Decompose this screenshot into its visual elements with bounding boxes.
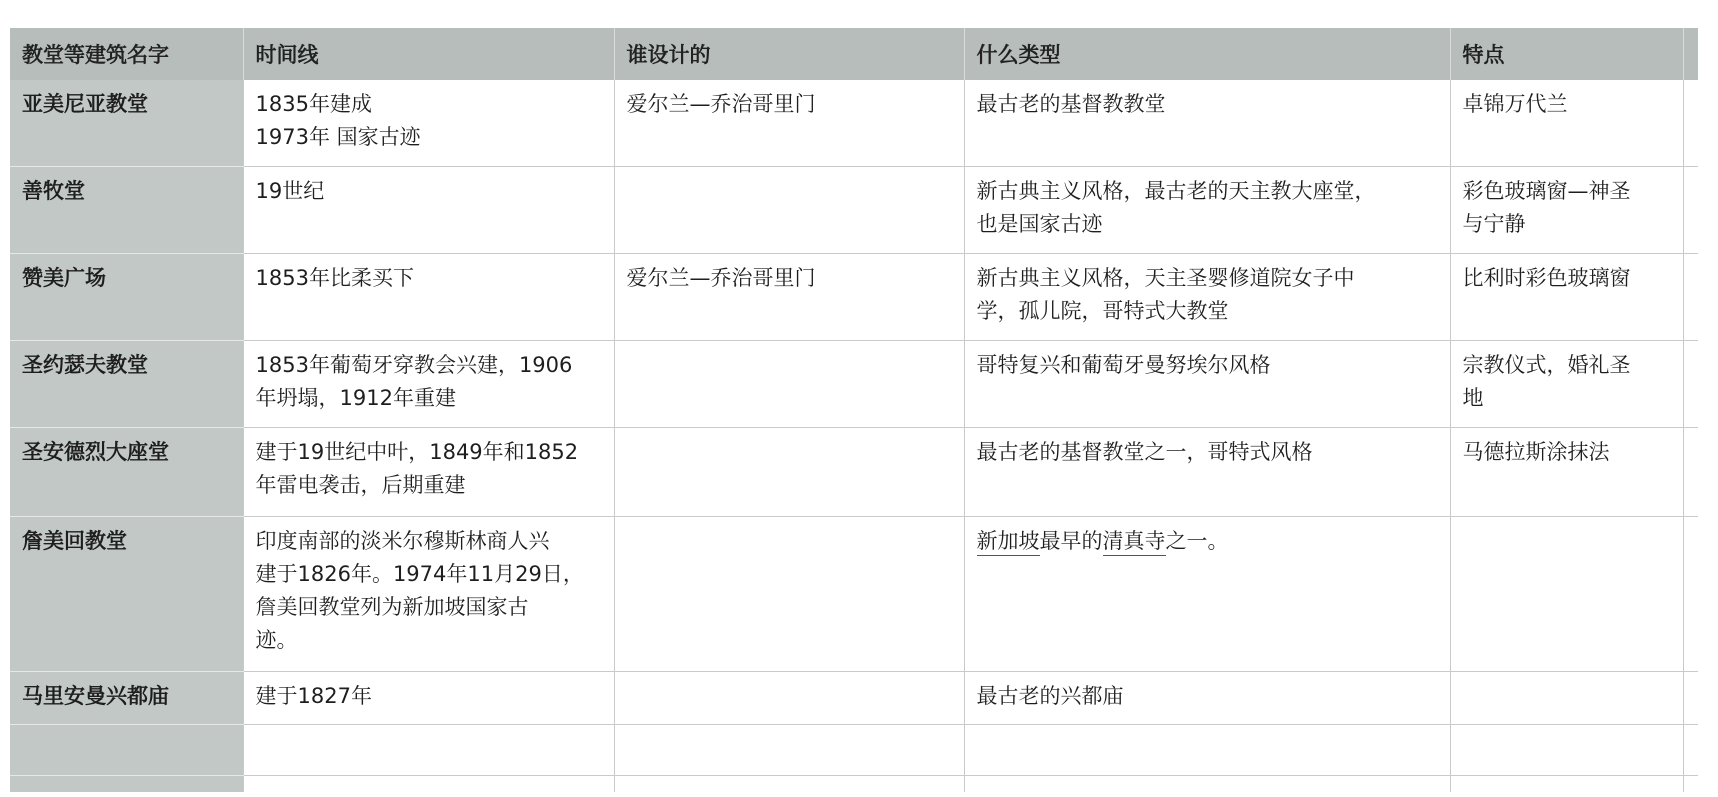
- cell-timeline[interactable]: [243, 725, 614, 776]
- cell-extra: [1683, 725, 1698, 776]
- table-row: [10, 254, 1698, 341]
- cell-name[interactable]: [10, 725, 243, 776]
- cell-line: 迹。: [255, 628, 298, 652]
- cell-name[interactable]: 圣安德烈大座堂: [10, 428, 243, 517]
- cell-designer[interactable]: [614, 167, 964, 254]
- cell-extra: [1683, 672, 1698, 725]
- cell-extra: [1683, 80, 1698, 167]
- cell-line: 与宁静: [1462, 212, 1526, 236]
- table-row: [10, 517, 1698, 672]
- cell-line: 最古老的基督教教堂: [976, 92, 1166, 116]
- cell-designer[interactable]: [614, 672, 964, 725]
- cell-extra: [1683, 341, 1698, 428]
- cell-line: 最古老的兴都庙: [976, 684, 1124, 708]
- spreadsheet: [10, 28, 1698, 792]
- cell-line: 1853年葡萄牙穿教会兴建，1906: [255, 353, 573, 377]
- cell-line: 年坍塌，1912年重建: [255, 386, 456, 410]
- cell-feature[interactable]: [1450, 776, 1683, 793]
- cell-type[interactable]: [964, 80, 1450, 167]
- cell-text: 最早的: [1039, 529, 1103, 553]
- cell-name[interactable]: 马里安曼兴都庙: [10, 672, 243, 725]
- underlined-text: 新加坡: [977, 529, 1040, 556]
- cell-line: 年雷电袭击，后期重建: [255, 473, 466, 497]
- cell-type[interactable]: [964, 428, 1450, 517]
- cell-feature[interactable]: [1450, 254, 1683, 341]
- cell-line: 1853年比柔买下: [255, 266, 414, 290]
- cell-extra: [1683, 517, 1698, 672]
- cell-extra: [1683, 428, 1698, 517]
- cell-line: 卓锦万代兰: [1462, 92, 1568, 116]
- heritage-buildings-table: [10, 28, 1698, 792]
- cell-extra: [1683, 776, 1698, 793]
- table-row: [10, 341, 1698, 428]
- cell-name[interactable]: 赞美广场: [10, 254, 243, 341]
- cell-designer[interactable]: [614, 428, 964, 517]
- cell-type[interactable]: [964, 517, 1450, 672]
- cell-designer[interactable]: [614, 776, 964, 793]
- cell-designer[interactable]: 爱尔兰—乔治哥里门: [614, 254, 964, 341]
- cell-type[interactable]: [964, 725, 1450, 776]
- cell-designer[interactable]: [614, 517, 964, 672]
- header-type[interactable]: 什么类型: [964, 28, 1450, 80]
- cell-feature[interactable]: [1450, 725, 1683, 776]
- cell-type[interactable]: [964, 341, 1450, 428]
- cell-designer[interactable]: [614, 341, 964, 428]
- cell-line: 印度南部的淡米尔穆斯林商人兴: [255, 529, 550, 553]
- cell-timeline[interactable]: [243, 672, 614, 725]
- empty-row: [10, 776, 1698, 793]
- cell-name[interactable]: 圣约瑟夫教堂: [10, 341, 243, 428]
- cell-line: 哥特复兴和葡萄牙曼努埃尔风格: [976, 353, 1271, 377]
- empty-row: [10, 725, 1698, 776]
- cell-line: 1835年建成: [255, 92, 372, 116]
- cell-type[interactable]: [964, 776, 1450, 793]
- cell-feature[interactable]: [1450, 428, 1683, 517]
- cell-timeline[interactable]: [243, 167, 614, 254]
- cell-type[interactable]: [964, 254, 1450, 341]
- cell-line: 最古老的基督教堂之一，哥特式风格: [976, 440, 1313, 464]
- cell-timeline[interactable]: [243, 341, 614, 428]
- cell-timeline[interactable]: [243, 80, 614, 167]
- cell-line: 新古典主义风格，最古老的天主教大座堂，: [976, 179, 1376, 203]
- cell-line: 也是国家古迹: [976, 212, 1103, 236]
- cell-timeline[interactable]: [243, 254, 614, 341]
- table-row: [10, 80, 1698, 167]
- cell-timeline[interactable]: [243, 517, 614, 672]
- cell-line: 比利时彩色玻璃窗: [1462, 266, 1631, 290]
- cell-line: 建于1826年。1974年11月29日，: [255, 562, 584, 586]
- cell-line: 19世纪: [255, 179, 325, 203]
- header-designer[interactable]: 谁设计的: [614, 28, 964, 80]
- cell-line: 建于1827年: [255, 684, 372, 708]
- cell-designer[interactable]: 爱尔兰—乔治哥里门: [614, 80, 964, 167]
- header-extra-column: [1683, 28, 1698, 80]
- cell-type[interactable]: [964, 672, 1450, 725]
- cell-line: 彩色玻璃窗—神圣: [1462, 179, 1631, 203]
- cell-line: 地: [1462, 386, 1484, 410]
- header-building-name[interactable]: 教堂等建筑名字: [10, 28, 243, 80]
- cell-name[interactable]: [10, 776, 243, 793]
- cell-line: 宗教仪式，婚礼圣: [1462, 353, 1631, 377]
- cell-feature[interactable]: [1450, 80, 1683, 167]
- cell-feature[interactable]: [1450, 341, 1683, 428]
- cell-feature[interactable]: [1450, 167, 1683, 254]
- underlined-text: 清真寺: [1103, 529, 1166, 556]
- cell-feature[interactable]: [1450, 672, 1683, 725]
- cell-timeline[interactable]: [243, 428, 614, 517]
- cell-line: 新古典主义风格，天主圣婴修道院女子中: [976, 266, 1355, 290]
- header-features[interactable]: 特点: [1450, 28, 1683, 80]
- table-row: [10, 428, 1698, 517]
- cell-type[interactable]: [964, 167, 1450, 254]
- cell-extra: [1683, 167, 1698, 254]
- cell-line: 建于19世纪中叶，1849年和1852: [255, 440, 579, 464]
- cell-name[interactable]: 詹美回教堂: [10, 517, 243, 672]
- cell-line: 1973年 国家古迹: [255, 125, 421, 149]
- cell-text: 之一。: [1165, 529, 1229, 553]
- table-row: [10, 167, 1698, 254]
- cell-name[interactable]: 善牧堂: [10, 167, 243, 254]
- cell-line: 詹美回教堂列为新加坡国家古: [255, 595, 529, 619]
- cell-designer[interactable]: [614, 725, 964, 776]
- cell-timeline[interactable]: [243, 776, 614, 793]
- cell-feature[interactable]: [1450, 517, 1683, 672]
- cell-extra: [1683, 254, 1698, 341]
- table-row: [10, 672, 1698, 725]
- header-row: [10, 28, 1698, 80]
- cell-name[interactable]: 亚美尼亚教堂: [10, 80, 243, 167]
- cell-line: 学，孤儿院，哥特式大教堂: [976, 299, 1229, 323]
- header-timeline[interactable]: 时间线: [243, 28, 614, 80]
- cell-line: 马德拉斯涂抹法: [1462, 440, 1610, 464]
